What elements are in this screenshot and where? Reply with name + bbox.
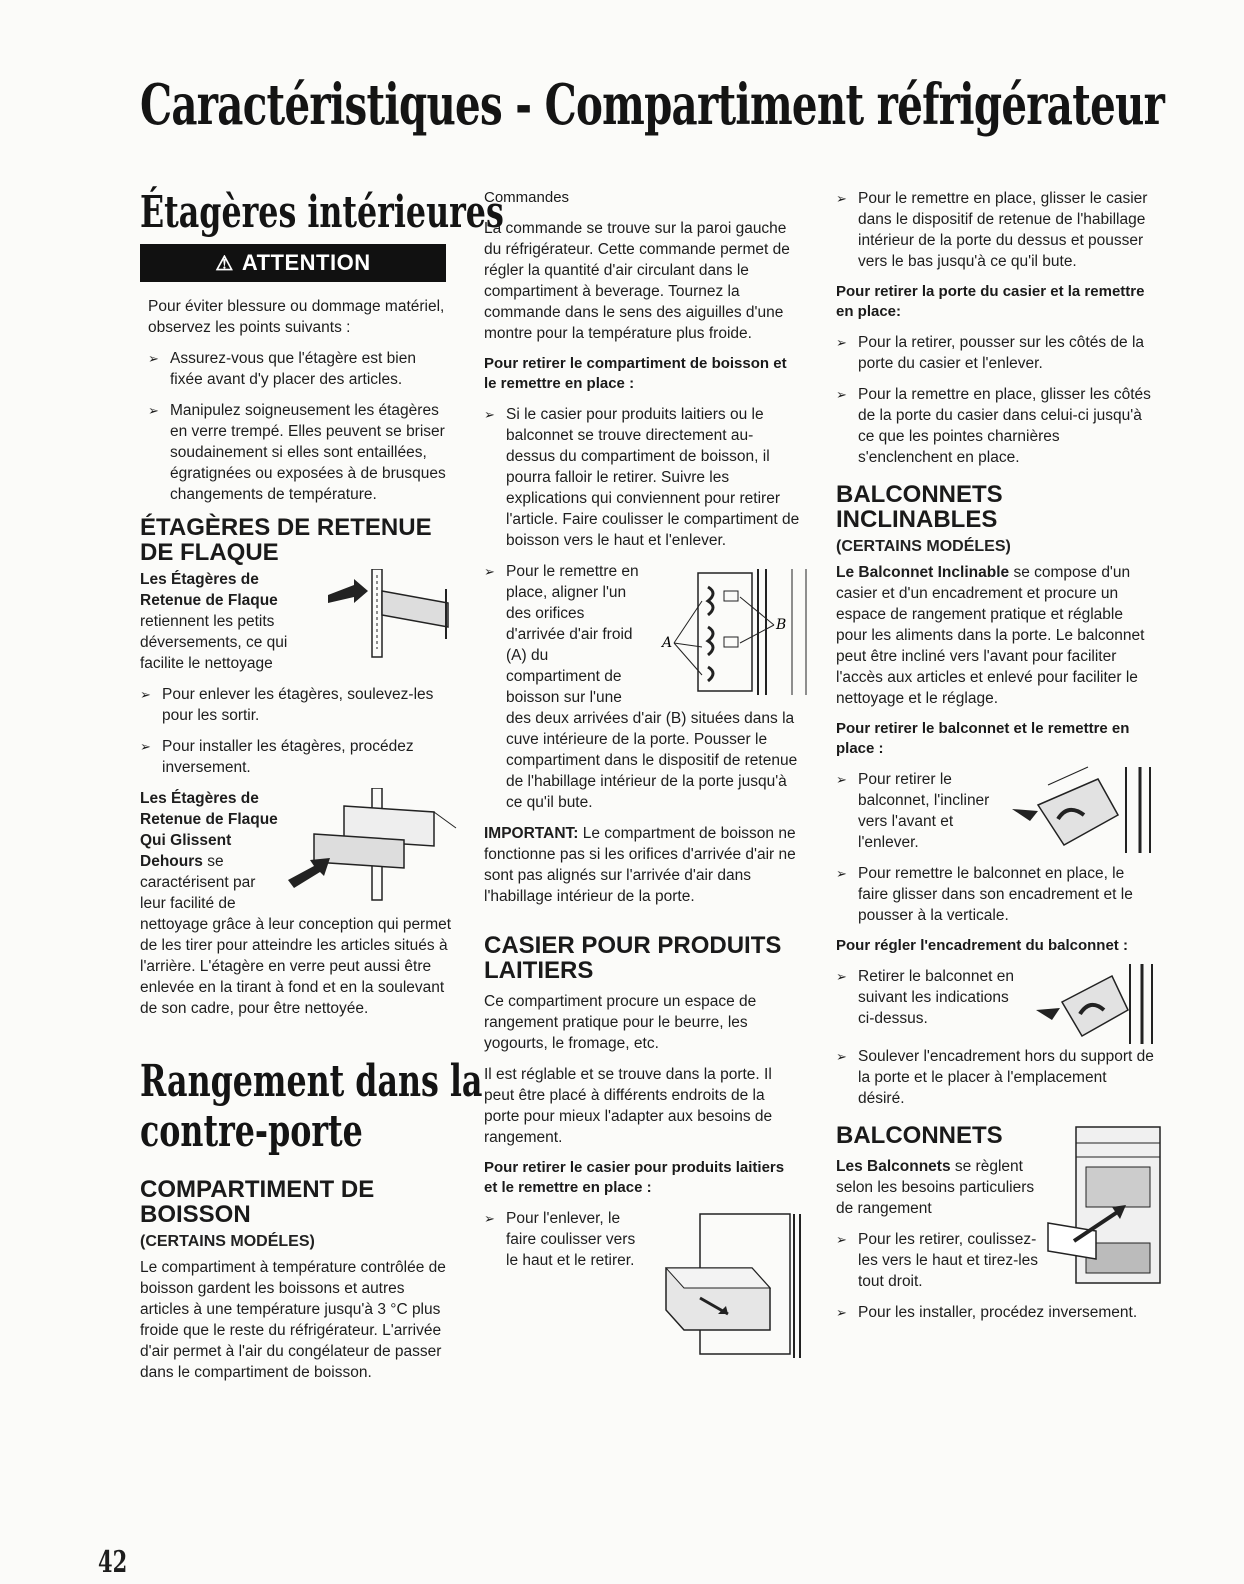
label-a: A	[662, 635, 673, 651]
list-item	[836, 1046, 1154, 1109]
arrow-bullet-icon: ➢	[836, 387, 847, 402]
list-item	[148, 348, 452, 390]
arrow-bullet-icon: ➢	[148, 351, 159, 366]
casier-retirer-heading: Pour retirer le casier pour produits laitiers et le remettre en place :	[484, 1159, 785, 1196]
label-b: B	[776, 617, 787, 633]
glissent-body: se caractérisent par leur facilité de nettoyage grâce à leur conception qui permet de les tirer pour atteindre les articles situés à l'arrière. L'étagère en verre peut aussi être enlevée en la tirant à fond et en la soulevant de son cadre, pour être nettoyée.	[140, 853, 452, 1017]
list-item	[484, 404, 800, 551]
air-inlet-illustration	[646, 567, 814, 699]
list-item	[140, 684, 452, 726]
retenue-list	[140, 684, 452, 778]
boisson-text: Le compartiment à température contrôlée de boisson gardent les boissons et autres articles à une température jusqu'à 3 °C plus froide que le reste du réfrigérateur. L'arrivée d'air permet à l'air du congélateur de passer dans le compartiment de boisson.	[140, 1259, 446, 1381]
list-item-text: Pour le remettre en place, aligner l'un des orifices d'arrivée d'air froid (A) du compartiment de boisson sur l'une des deux arrivées d'air (B) situées dans la cuve intérieure de la porte. Pousser le compartiment dans le dispositif de retenue de l'habillage intérieur de la porte jusqu'à ce qu'il bute.	[506, 563, 798, 811]
attention-banner	[140, 244, 446, 282]
warning-intro: Pour éviter blessure ou dommage matériel, observez les points suivants :	[148, 298, 445, 336]
retenue-body: retiennent les petits déversements, ce qui facilite le nettoyage	[140, 613, 288, 672]
list-item-text: Pour installer les étagères, procédez inversement.	[162, 738, 414, 776]
tilt-bin-illustration	[1008, 765, 1160, 855]
inclinables-heading: BALCONNETS INCLINABLES	[836, 481, 1003, 533]
adjust-frame-illustration	[1034, 962, 1158, 1046]
porte-list	[836, 332, 1154, 468]
balconnets-lead: Les Balconnets	[836, 1158, 951, 1175]
regler-heading: Pour régler l'encadrement du balconnet :	[836, 937, 1128, 954]
arrow-bullet-icon: ➢	[484, 564, 495, 579]
arrow-bullet-icon: ➢	[836, 772, 847, 787]
rangement-heading-line2: contre-porte	[140, 1106, 363, 1157]
list-item-text: Pour retirer le balconnet, l'incliner vers l'avant et l'enlever.	[858, 771, 990, 851]
balconnets-list	[836, 1229, 1154, 1323]
column-2	[484, 188, 800, 1360]
boisson-subheading: (CERTAINS MODÉLES)	[140, 1233, 315, 1250]
column-1	[140, 187, 504, 1393]
etageres-interieures-heading: Étagères intérieures	[140, 187, 504, 238]
glissent-lead: Les Étagères de Retenue de Flaque Qui Glissent Dehours	[140, 790, 278, 870]
list-item	[836, 1229, 1154, 1292]
list-item-text: Pour la retirer, pousser sur les côtés de la porte du casier et l'enlever.	[858, 334, 1145, 372]
column-3	[836, 188, 1154, 1333]
balconnet-retirer-heading: Pour retirer le balconnet et le remettre en place :	[836, 720, 1130, 757]
important-body: Le compartment de boisson ne fonctionne pas si les orifices d'arrivée d'air ne sont pas alignés sur l'arrivée d'air dans l'habillage intérieur de la porte.	[484, 825, 796, 905]
list-item	[148, 400, 452, 505]
sliding-shelf-illustration	[284, 788, 460, 902]
list-item-text: Pour la remettre en place, glisser les côtés de la porte du casier dans celui-ci jusqu'à ce que les pointes charnières s'enclenchent en place.	[858, 386, 1151, 466]
inclinables-body: se compose d'un casier et d'un encadrement et procure un espace de rangement pratique et réglable pour les aliments dans la porte. Le balconnet peut être incliné vers l'avant pour faciliter l'accès aux articles et enlevé pour faciliter le nettoyage et le réglage.	[836, 564, 1145, 707]
arrow-bullet-icon: ➢	[836, 1305, 847, 1320]
list-item	[836, 188, 1154, 272]
boisson-heading: COMPARTIMENT DE BOISSON	[140, 1176, 375, 1228]
list-item-text: Pour remettre le balconnet en place, le faire glisser dans son encadrement et le pousser à la verticale.	[858, 865, 1133, 924]
list-item-text: Pour les installer, procédez inversement.	[858, 1304, 1138, 1321]
important-note	[484, 823, 800, 907]
arrow-bullet-icon: ➢	[484, 407, 495, 422]
list-item	[836, 332, 1154, 374]
page-title: Caractéristiques - Compartiment réfrigérateur	[140, 72, 1165, 138]
list-item	[484, 1208, 800, 1271]
commandes-heading: Commandes	[484, 189, 570, 206]
casier-text-2: Il est réglable et se trouve dans la porte. Il peut être placé à différents endroits de la porte pour mieux l'adapter aux besoins de rangement.	[484, 1066, 773, 1146]
arrow-bullet-icon: ➢	[836, 335, 847, 350]
commandes-text: La commande se trouve sur la paroi gauche du réfrigérateur. Cette commande permet de régler la quantité d'air circulant dans le compartiment à beverage. Tournez la commande dans le sens des aiguilles d'une montre pour la température plus froide.	[484, 220, 790, 342]
list-item-text: Retirer le balconnet en suivant les indications ci-dessus.	[858, 968, 1014, 1027]
spill-shelf-illustration	[324, 569, 452, 659]
dairy-bin-illustration	[644, 1210, 810, 1360]
casier-continued-list	[836, 188, 1154, 272]
arrow-bullet-icon: ➢	[140, 739, 151, 754]
retirer-list	[484, 404, 800, 813]
balconnets-body: se règlent selon les besoins particuliers de rangement	[836, 1158, 1035, 1217]
arrow-bullet-icon: ➢	[836, 1232, 847, 1247]
arrow-bullet-icon: ➢	[148, 403, 159, 418]
inclinables-lead: Le Balconnet Inclinable	[836, 564, 1010, 581]
list-item-text: Assurez-vous que l'étagère est bien fixée avant d'y placer des articles.	[170, 350, 416, 388]
list-item	[484, 561, 800, 813]
balconnets-heading: BALCONNETS	[836, 1122, 1003, 1149]
page-number: 42	[98, 1545, 128, 1580]
list-item	[140, 736, 452, 778]
list-item-text: Pour l'enlever, le faire coulisser vers le haut et le retirer.	[506, 1210, 636, 1269]
porte-casier-heading: Pour retirer la porte du casier et la remettre en place:	[836, 283, 1145, 320]
list-item-text: Pour enlever les étagères, soulevez-les pour les sortir.	[162, 686, 434, 724]
arrow-bullet-icon: ➢	[836, 866, 847, 881]
retenue-heading: ÉTAGÈRES DE RETENUE DE FLAQUE	[140, 514, 432, 566]
retirer-compartiment-heading: Pour retirer le compartiment de boisson et le remettre en place :	[484, 355, 787, 392]
arrow-bullet-icon: ➢	[836, 969, 847, 984]
list-item	[836, 384, 1154, 468]
list-item	[836, 966, 1154, 1029]
list-item-text: Si le casier pour produits laitiers ou le balconnet se trouve directement au-dessus du compartiment de boisson, il pourra falloir le retirer. Suivre les explications qui conviennent pour retirer l'article. Faire coulisser le compartiment de boisson vers le haut et l'enlever.	[506, 406, 800, 549]
casier-heading: CASIER POUR PRODUITS LAITIERS	[484, 932, 782, 984]
list-item	[836, 863, 1154, 926]
regler-list	[836, 966, 1154, 1109]
warning-list	[148, 348, 452, 505]
arrow-bullet-icon: ➢	[140, 687, 151, 702]
list-item	[836, 1302, 1154, 1323]
balconnet-list	[836, 769, 1154, 926]
list-item-text: Manipulez soigneusement les étagères en verre trempé. Elles peuvent se briser soudainement si elles sont entaillées, égratignées ou exposées à de brusques changements de température.	[170, 402, 446, 503]
arrow-bullet-icon: ➢	[836, 191, 847, 206]
retenue-lead: Les Étagères de Retenue de Flaque	[140, 571, 278, 609]
arrow-bullet-icon: ➢	[484, 1211, 495, 1226]
casier-text-1: Ce compartiment procure un espace de rangement pratique pour le beurre, les yogourts, le fromage, etc.	[484, 993, 757, 1052]
attention-label: ATTENTION	[241, 250, 371, 275]
list-item	[836, 769, 1154, 853]
warning-icon: ⚠	[215, 252, 234, 275]
list-item-text: Soulever l'encadrement hors du support de la porte et le placer à l'emplacement désiré.	[858, 1048, 1154, 1107]
important-label: IMPORTANT:	[484, 825, 579, 842]
inclinables-subheading: (CERTAINS MODÉLES)	[836, 538, 1011, 555]
inclinables-text	[836, 562, 1154, 709]
rangement-heading-line1: Rangement dans la	[140, 1056, 483, 1107]
list-item-text: Pour le remettre en place, glisser le casier dans le dispositif de retenue de l'habillage intérieur de la porte du dessus et pousser vers le bas jusqu'à ce qu'il bute.	[858, 190, 1148, 270]
list-item-text: Pour les retirer, coulissez-les vers le haut et tirez-les tout droit.	[858, 1231, 1039, 1290]
casier-list	[484, 1208, 800, 1271]
arrow-bullet-icon: ➢	[836, 1049, 847, 1064]
